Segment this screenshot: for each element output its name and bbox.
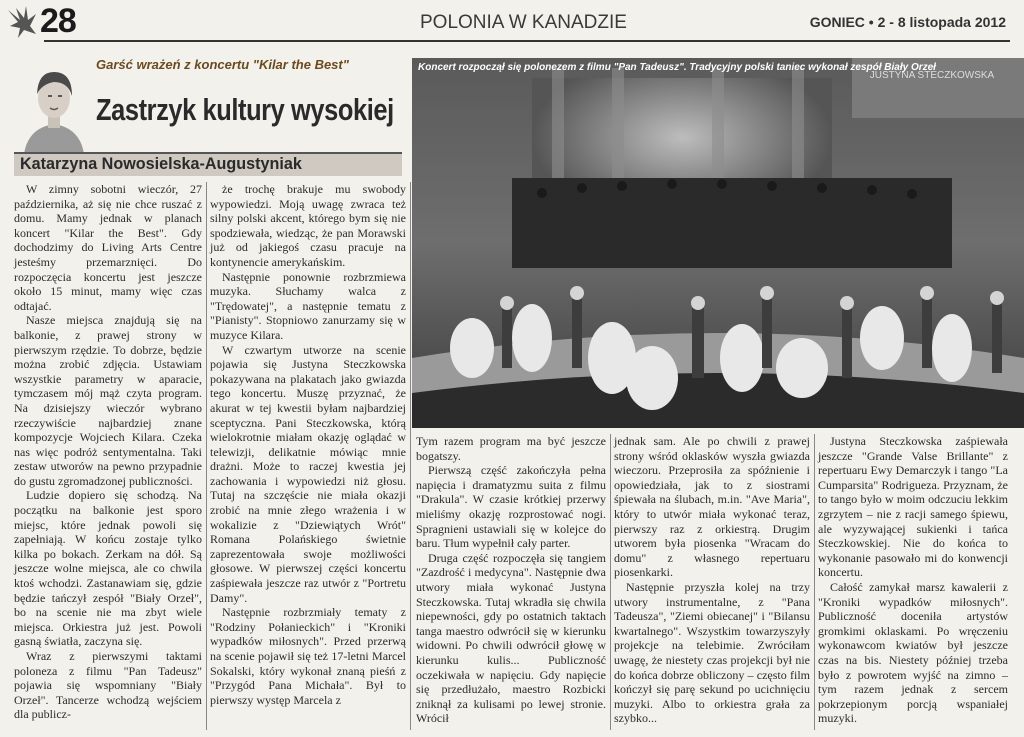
paragraph: Nasze miejsca znajdują się na balkonie, z prawej strony w pierwszym rzędzie. To dobrze, będzie można zrobić zdjęcia. Ustawiam wszystkie parametry w aparacie, tymczasem mój mąż czyta program. Na dzisiejszy wieczór wybrano rzeczywiście najbardziej znane kompozycje Wojciech Kilara. Czeka nas więc podróż sentymentalna. Taki zestaw utworów na pewno przypadnie do gustu zgromadzonej publiczności. [14, 313, 202, 488]
paragraph: Druga część rozpoczęła się tangiem "Zazdrość i medycyna". Następnie dwa utwory miała wykonać Justyna Steczkowska. Tutaj wkradła się chwila niepewności, gdy po ostatnich taktach tanga maestro odwrócił się w kierunku widowni. Po chwili odwrócił głowę w kierunku kulis... Publiczność oczekiwała w napięciu. Gdy napięcie się przedłużało, maestro Rozbicki zniknął za kulisami po lewej stronie. Wrócił [416, 550, 606, 726]
paragraph: Pierwszą część zakończyła pełna napięcia i dramatyzmu suita z filmu "Drakula". W czasie krótkiej przerwy mieliśmy okazję rozprostować nogi. Spragnieni ustawiali się w kolejce do baru. Tłum wypełnił cały parter. [416, 463, 606, 551]
paragraph: Następnie rozbrzmiały tematy z "Rodziny Połanieckich" i "Kroniki wypadków miłosnych". Przed przerwą na scenie pojawił się też 17-letni Marcel Sokalski, który wykonał znaną pieśń z "Przygód Pana Michała". Był to pierwszy występ Marcela z [210, 605, 406, 707]
author-byline: Katarzyna Nowosielska-Augustyniak [20, 154, 302, 173]
column-rule [206, 182, 207, 730]
paragraph: Całość zamykał marsz kawalerii z "Kroniki wypadków miłosnych". Publiczność doceniła artystów gromkimi oklaskami. Po wręczeniu wykonawcom kwiatów był jeszcze czas na bis. Niestety później trzeba było z powrotem wyjść na zimno – tym razem jednak z sercem pokrzepionym porcją wspaniałej muzyki. [818, 579, 1008, 726]
photo-caption: Koncert rozpoczął się polonezem z filmu "Pan Tadeusz". Tradycyjny polski taniec wykonał zespół Biały Orzeł [418, 62, 936, 73]
column-rule [814, 434, 815, 730]
section-title: POLONIA W KANADZIE [420, 12, 627, 33]
column-rule [410, 182, 411, 730]
paragraph: Justyna Steczkowska zaśpiewała jeszcze "Grande Valse Brillante" z repertuaru Ewy Demarczyk i tango "La Cumparsita" Rodrigueza. Przyznam, że to tango było w moim odczuciu lekkim zgrzytem – nie z racji samego śpiewu, ale wyzywającej sukienki i tańca Steczkowskiej. Nie do końca to wykonanie pasowało mi do konwencji koncertu. [818, 434, 1008, 580]
paragraph: Wraz z pierwszymi taktami poloneza z filmu "Pan Tadeusz" pojawia się wspomniany "Biały Orzeł". Tancerze wchodzą wejściem dla publicz- [14, 649, 202, 722]
article-column-4 [614, 434, 810, 726]
paragraph: Tym razem program ma być jeszcze bogatszy. [416, 434, 606, 463]
issue-date: GONIEC • 2 - 8 listopada 2012 [809, 14, 1006, 30]
paragraph: że trochę brakuje mu swobody wypowiedzi. Moją uwagę zwraca też silny polski akcent, którego bym się nie spodziewała, wiedząc, że pan Morawski już od jakiegoś czasu pracuje na kontynencie amerykańskim. [210, 182, 406, 269]
article-column-2 [210, 182, 406, 707]
banner-text: JUSTYNA STECZKOWSKA [869, 70, 995, 81]
paragraph: W zimny sobotni wieczór, 27 października, aż się nie chce ruszać z domu. Mamy jednak w planach koncert "Kilar the Best". Gdy dochodzimy do Living Arts Centre jesteśmy przemarznięci. Do rozpoczęcia koncertu jest jeszcze około 15 minut, mamy więc czas odtajać. [14, 182, 202, 313]
eagle-logo-icon [6, 4, 40, 40]
page-number: 28 [40, 2, 76, 40]
article-column-1 [14, 182, 202, 722]
column-rule [610, 434, 611, 730]
author-portrait [18, 58, 90, 154]
paragraph: W czwartym utworze na scenie pojawia się Justyna Steczkowska pokazywana na plakatach jako gwiazda tego koncertu. Muszę przyznać, że akurat w tej kwestii byłam najbardziej sceptyczna. Pani Steczkowska, którą wielokrotnie miałam okazję oglądać w telewizji, delikatnie mówiąc mnie drażni. Może to raczej kwestia jej zachowania i wypowiedzi niż głosu. Tutaj na szczęście nie miała okazji zrobić na mnie złego wrażenia i w wokalizie z "Dziewiątych Wrót" Romana Polańskiego świetnie zaprezentowała swoje możliwości głosowe. W pierwszej części koncertu zaśpiewała jeszcze raz utwór z "Portretu Damy". [210, 342, 406, 605]
paragraph: Ludzie dopiero się schodzą. Na początku na balkonie jest sporo miejsc, które jednak powoli się zapełniają. W końcu zostaje tylko kilka po bokach. Zerkam na dół. Są jeszcze wolne miejsca, ale co chwila ktoś wchodzi. Zastanawiam się, gdzie będzie tańczył zespół "Biały Orzeł", bo na scenie nie ma zbyt wiele miejsca. Orkiestra już jest. Powoli gasną światła, zaczyna się. [14, 488, 202, 649]
paragraph: Następnie ponownie rozbrzmiewa muzyka. Słuchamy walca z "Trędowatej", a następnie tematu z "Pianisty". Stopniowo zanurzamy się w muzyce Kilara. [210, 269, 406, 342]
header-rule [44, 40, 1010, 42]
article-column-3 [416, 434, 606, 726]
article-column-5 [818, 434, 1008, 726]
paragraph: jednak sam. Ale po chwili z prawej strony wśród oklasków wyszła gwiazda wieczoru. Przeprosiła za spóźnienie i opowiedziała, jak to z siostrami śpiewała na ślubach, m.in. "Ave Maria", który to utwór miała wykonać teraz, pierwszy raz z orkiestrą. Drugim utworem była piosenka "Wracam do domu" z własnego repertuaru piosenkarki. [614, 434, 810, 580]
paragraph: Następnie przyszła kolej na trzy utwory instrumentalne, z "Pana Tadeusza", "Ziemi obiecanej" i "Bilansu kwartalnego". Wszystkim towarzyszyły projekcje na telebimie. Zwróciłam uwagę, że niestety czas projekcji był nie do końca dobrze obliczony – często film kończył się parę sekund po ucichnięciu muzyki. Albo to orkiestra grała za szybko... [614, 579, 810, 726]
concert-photo [412, 58, 1024, 428]
article-headline: Zastrzyk kultury wysokiej [96, 92, 394, 127]
article-kicker: Garść wrażeń z koncertu "Kilar the Best" [96, 57, 349, 72]
